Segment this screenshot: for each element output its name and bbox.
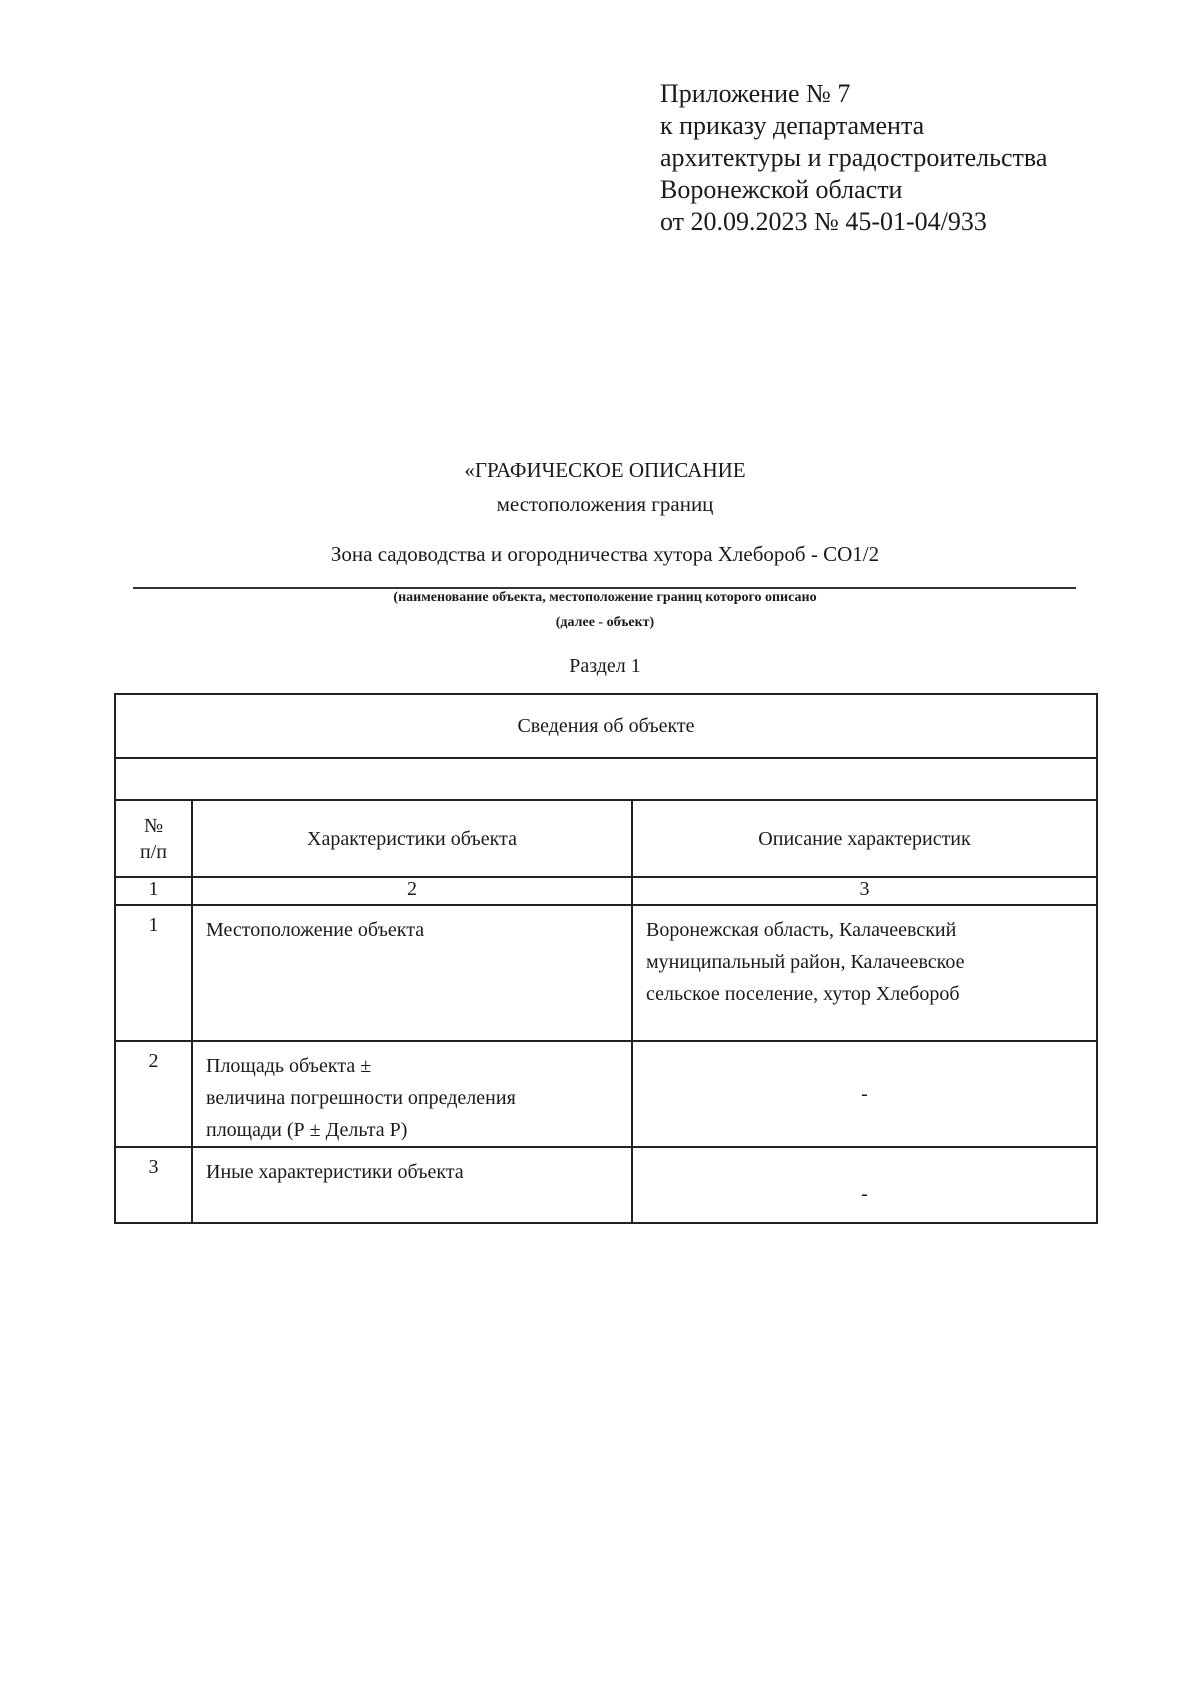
header-num-line-1: № — [143, 814, 164, 837]
document-title: «ГРАФИЧЕСКОЕ ОПИСАНИЕ — [464, 458, 746, 482]
row-description — [632, 905, 1097, 1041]
object-name-note-2: (далее - объект) — [555, 615, 655, 630]
column-index: 3 — [632, 877, 1097, 905]
header-line-5: от 20.09.2023 № 45-01-04/933 — [660, 207, 987, 236]
column-index: 1 — [115, 877, 192, 905]
characteristic-line: величина погрешности определения — [206, 1087, 516, 1109]
table-caption-row — [115, 694, 1097, 758]
table-header-row — [115, 800, 1097, 877]
column-index-row — [115, 877, 1097, 905]
object-name-note: (наименование объекта, местоположение границ которого описано — [393, 590, 817, 605]
table-row — [115, 1147, 1097, 1223]
row-number: 1 — [115, 905, 192, 1041]
column-index: 2 — [192, 877, 632, 905]
header-description: Описание характеристик — [632, 800, 1097, 877]
header-line-2: к приказу департамента — [660, 111, 925, 140]
row-characteristic — [192, 1041, 632, 1147]
header-line-4: Воронежской области — [660, 175, 903, 204]
description-line: сельское поселение, хутор Хлебороб — [646, 983, 960, 1005]
table-blank-row — [115, 758, 1097, 800]
row-characteristic — [192, 905, 632, 1041]
row-description: - — [632, 1147, 1097, 1223]
characteristic-line: Площадь объекта ± — [206, 1055, 372, 1077]
object-info-table — [114, 693, 1098, 1224]
table-row — [115, 905, 1097, 1041]
table-row — [115, 1041, 1097, 1147]
characteristic-line: Местоположение объекта — [206, 919, 425, 941]
header-line-1: Приложение № 7 — [660, 79, 851, 108]
object-name: Зона садоводства и огородничества хутора Хлебороб - СО1/2 — [330, 542, 880, 566]
appendix-header — [660, 78, 1047, 238]
blank-cell — [115, 758, 1097, 800]
object-name-underline — [133, 587, 1076, 589]
characteristic-line: Иные характеристики объекта — [206, 1161, 464, 1183]
section-title: Раздел 1 — [569, 655, 641, 677]
characteristic-line: площади (Р ± Дельта Р) — [206, 1119, 408, 1141]
header-num-line-2: п/п — [140, 840, 167, 863]
row-number: 2 — [115, 1041, 192, 1147]
table-caption: Сведения об объекте — [115, 694, 1097, 758]
description-line: муниципальный район, Калачеевское — [646, 951, 965, 973]
header-num — [115, 800, 192, 877]
header-line-3: архитектуры и градостроительства — [660, 143, 1048, 172]
row-characteristic — [192, 1147, 632, 1223]
description-line: Воронежская область, Калачеевский — [646, 919, 957, 941]
header-characteristics: Характеристики объекта — [192, 800, 632, 877]
document-subtitle: местоположения границ — [496, 492, 714, 516]
row-number: 3 — [115, 1147, 192, 1223]
row-description: - — [632, 1041, 1097, 1147]
